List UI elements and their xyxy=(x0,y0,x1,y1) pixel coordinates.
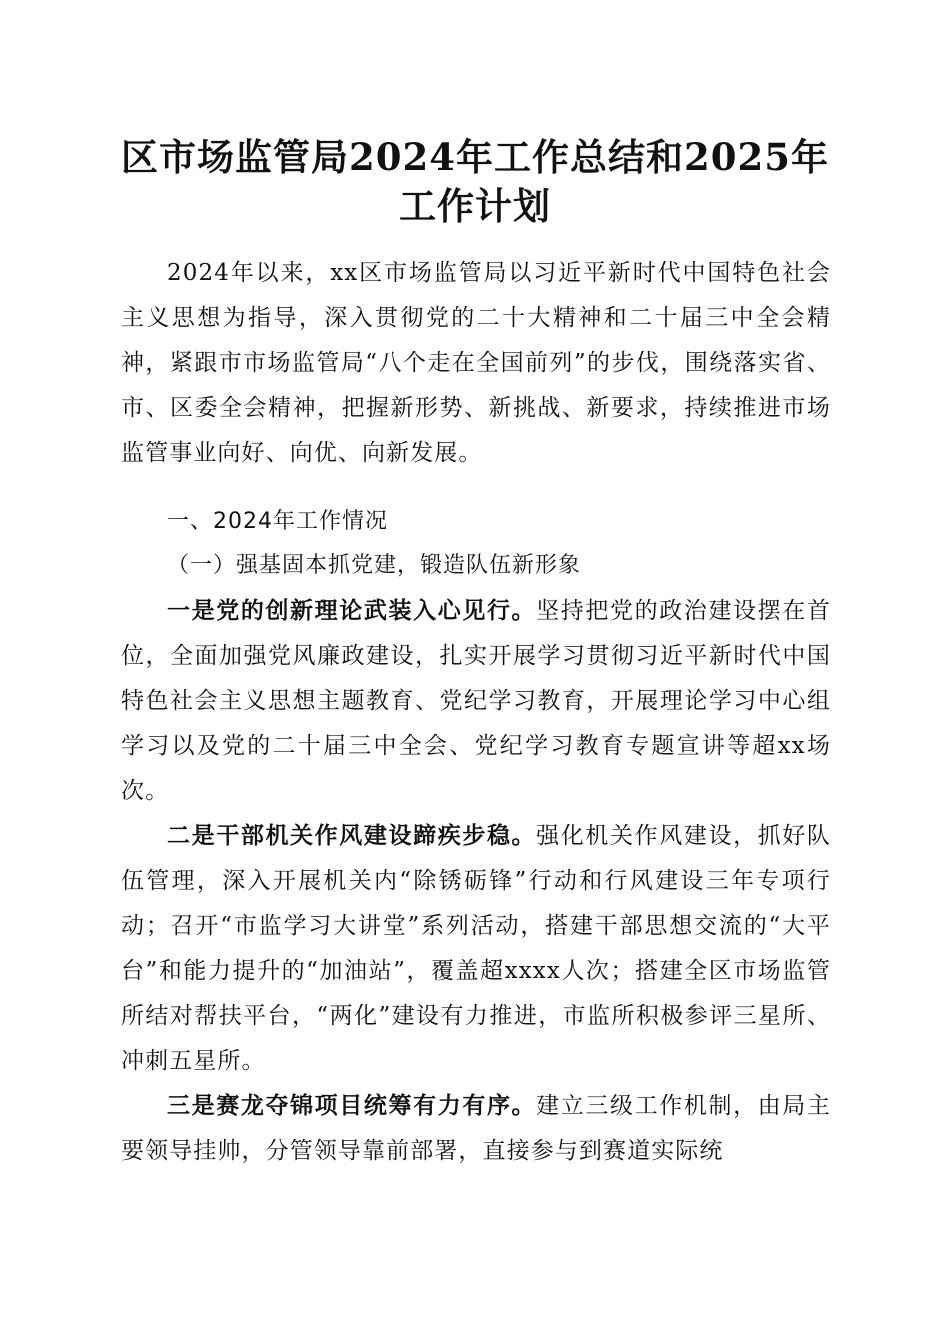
paragraph-text: 建立三级工作机制，由局主要领导挂帅，分管领导靠前部署，直接参与到赛道实际统 xyxy=(121,1093,831,1164)
intro-paragraph: 2024年以来，xx区市场监管局以习近平新时代中国特色社会主义思想为指导，深入贯彻党的二十大精神和二十届三中全会精神，紧跟市市场监管局“八个走在全国前列”的步伐，围绕落实省、市、区委全会精神，把握新形势、新挑战、新要求，持续推进市场监管事业向好、向优、向新发展。 xyxy=(121,260,831,466)
paragraph-work-style xyxy=(121,813,831,1084)
paragraph-text: 坚持把党的政治建设摆在首位，全面加强党风廉政建设，扎实开展学习贯彻习近平新时代中国特色社会主义思想主题教育、党纪学习教育，开展理论学习中心组学习以及党的二十届三中全会、党纪学习教育专题宣讲等超xx场次。 xyxy=(121,598,831,804)
section-heading: 一、2024年工作情况 xyxy=(167,509,388,534)
subsection-heading: （一）强基固本抓党建，锻造队伍新形象 xyxy=(167,553,582,578)
document-title: 区市场监管局2024年工作总结和2025年工作计划 xyxy=(121,135,829,228)
paragraph-project-coordination xyxy=(121,1083,831,1174)
paragraph-party-theory xyxy=(121,588,831,814)
paragraph-lead: 二是干部机关作风建设蹄疾步稳。 xyxy=(167,822,537,849)
paragraph-lead: 三是赛龙夺锦项目统筹有力有序。 xyxy=(167,1092,537,1119)
paragraph-text: 强化机关作风建设，抓好队伍管理，深入开展机关内“除锈砺锋”行动和行风建设三年专项行动；召开“市监学习大讲堂”系列活动，搭建干部思想交流的“大平台”和能力提升的“加油站”，覆盖超xxxx人次；搭建全区市场监管所结对帮扶平台，“两化”建设有力推进，市监所积极参评三星所、冲刺五星所。 xyxy=(121,823,831,1074)
paragraph-lead: 一是党的创新理论武装入心见行。 xyxy=(167,597,537,624)
